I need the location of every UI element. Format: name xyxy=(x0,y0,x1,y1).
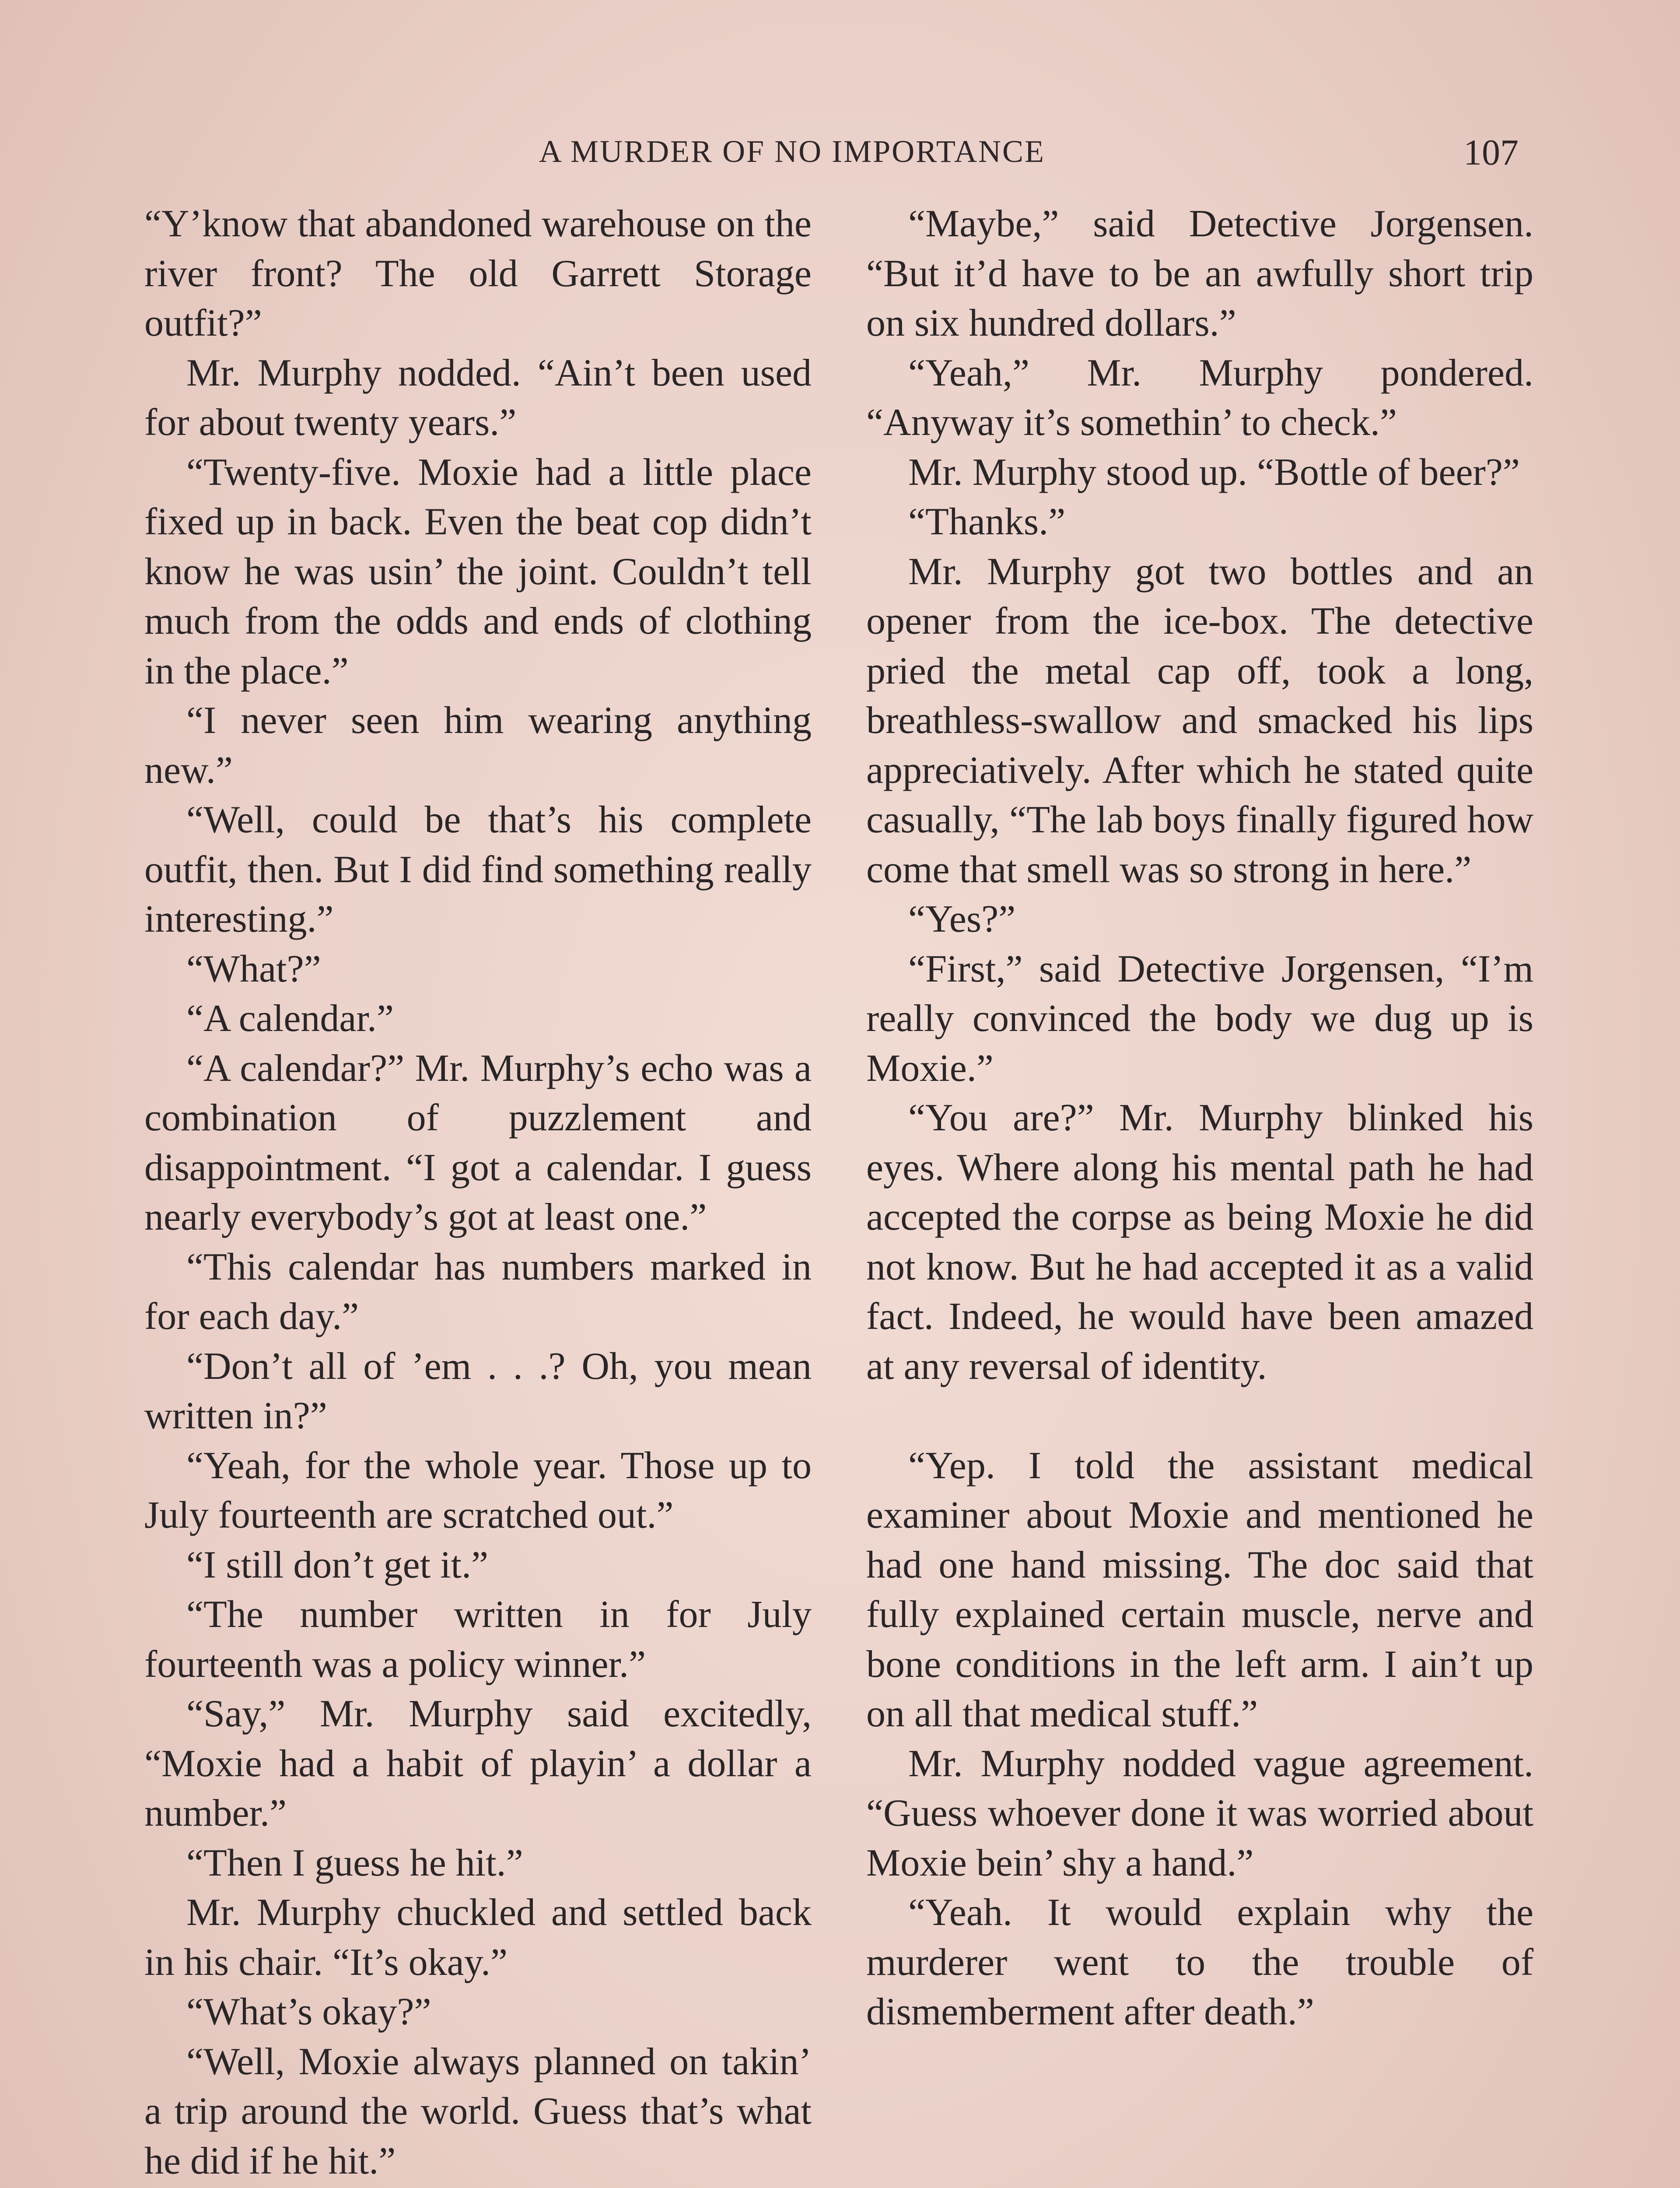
paragraph: “Well, Moxie always planned on takin’ a trip around the world. Guess that’s what he did if he hit.” xyxy=(144,2040,812,2182)
paragraph: “Thanks.” xyxy=(908,501,1066,543)
paragraph: “Twenty-five. Moxie had a little place fixed up in back. Even the beat cop didn’t know he was usin’ the joint. Couldn’t tell much from the odds and ends of clothing in the place.” xyxy=(144,451,812,692)
paragraph: “What’s okay?” xyxy=(186,1991,431,2033)
right-text-column xyxy=(866,199,1533,2037)
paragraph: “The number written in for July fourteenth was a policy winner.” xyxy=(144,1593,812,1686)
paragraph: “Yep. I told the assistant medical examiner about Moxie and mentioned he had one hand missing. The doc said that fully explained certain muscle, nerve and bone conditions in the left arm. I ain’t up on all that medical stuff.” xyxy=(866,1444,1533,1735)
paragraph: “Yes?” xyxy=(908,898,1016,940)
left-text-column xyxy=(144,199,812,2186)
paragraph: “Don’t all of ’em . . .? Oh, you mean written in?” xyxy=(144,1345,812,1437)
paragraph: “First,” said Detective Jorgensen, “I’m really convinced the body we dug up is Moxie.” xyxy=(866,947,1533,1090)
running-title: A MURDER OF NO IMPORTANCE xyxy=(539,134,1046,169)
paragraph: “What?” xyxy=(186,947,321,990)
paragraph: Mr. Murphy chuckled and settled back in his chair. “It’s okay.” xyxy=(144,1891,812,1984)
paragraph: “I never seen him wearing anything new.” xyxy=(144,699,812,792)
paragraph: “Yeah,” Mr. Murphy pondered. “Anyway it’s somethin’ to check.” xyxy=(866,351,1533,444)
paragraph: Mr. Murphy nodded vague agreement. “Guess whoever done it was worried about Moxie bein’ shy a hand.” xyxy=(866,1742,1533,1884)
paragraph: “I still don’t get it.” xyxy=(186,1543,489,1586)
paragraph: Mr. Murphy nodded. “Ain’t been used for about twenty years.” xyxy=(144,351,812,444)
paragraph: “You are?” Mr. Murphy blinked his eyes. Where along his mental path he had accepted the corpse as being Moxie he did not know. But he had accepted it as a valid fact. Indeed, he would have been amazed at any reversal of identity. xyxy=(866,1097,1533,1388)
paragraph: “Yeah. It would explain why the murderer went to the trouble of dismemberment after death.” xyxy=(866,1891,1533,2033)
paragraph: “This calendar has numbers marked in for each day.” xyxy=(144,1245,812,1338)
section-break xyxy=(866,1391,1533,1441)
paragraph: “Say,” Mr. Murphy said excitedly, “Moxie had a habit of playin’ a dollar a number.” xyxy=(144,1693,812,1834)
page-number: 107 xyxy=(1463,132,1519,173)
paragraph: “A calendar.” xyxy=(186,997,394,1040)
paragraph: “Maybe,” said Detective Jorgensen. “But it’d have to be an awfully short trip on six hundred dollars.” xyxy=(866,203,1533,344)
paragraph: “Y’know that abandoned warehouse on the river front? The old Garrett Storage outfit?” xyxy=(144,203,812,344)
paragraph: Mr. Murphy got two bottles and an opener from the ice-box. The detective pried the metal cap off, took a long, breathless-swallow and smacked his lips appreciatively. After which he stated quite casually, “The lab boys finally figured how come that smell was so strong in here.” xyxy=(866,550,1533,891)
paragraph: “A calendar?” Mr. Murphy’s echo was a combination of puzzlement and disappointment. “I got a calendar. I guess nearly everybody’s got at least one.” xyxy=(144,1047,812,1238)
paragraph: “Well, could be that’s his complete outfit, then. But I did find something really interesting.” xyxy=(144,799,812,940)
paragraph: “Yeah, for the whole year. Those up to July fourteenth are scratched out.” xyxy=(144,1444,812,1536)
paragraph: Mr. Murphy stood up. “Bottle of beer?” xyxy=(908,451,1520,494)
paragraph: “Then I guess he hit.” xyxy=(186,1841,523,1884)
